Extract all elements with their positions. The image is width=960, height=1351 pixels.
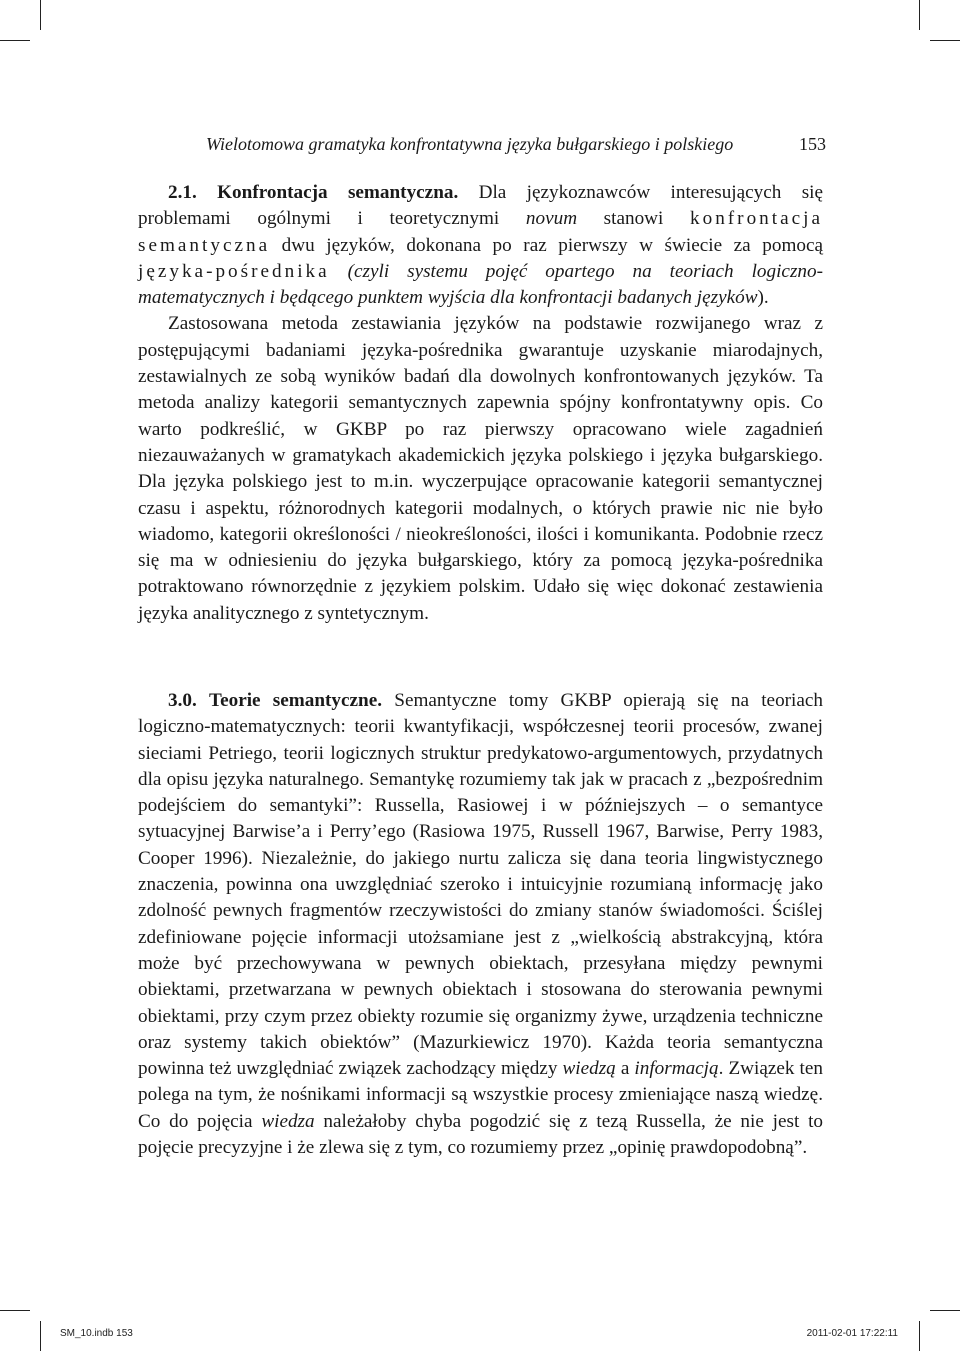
crop-mark-bottom-left-h bbox=[0, 1310, 30, 1311]
running-header bbox=[206, 134, 826, 155]
crop-mark-top-left-v bbox=[40, 0, 41, 30]
emphasis-wiedza: wiedzą bbox=[562, 1058, 616, 1080]
section-3-0-number: 3.0. bbox=[168, 690, 197, 711]
section-3-0-heading: Teorie semantyczne. bbox=[209, 690, 383, 711]
emphasis-informacja: informacją bbox=[634, 1058, 719, 1080]
text-run: Dla językoznawców interesujących się problemami ogólnymi i teoretycznymi bbox=[138, 182, 824, 230]
section-2-1 bbox=[138, 180, 823, 627]
page-number: 153 bbox=[799, 134, 826, 154]
crop-mark-top-right-v bbox=[919, 0, 920, 30]
text-run: ). bbox=[757, 287, 769, 309]
crop-mark-bottom-right-h bbox=[930, 1310, 960, 1311]
print-slug-timestamp: 2011-02-01 17:22:11 bbox=[806, 1328, 898, 1339]
emphasis-novum: novum bbox=[525, 208, 578, 230]
text-run: . Związek ten polega na tym, że nośnikami informacji są wszystkie procesy zmieniające naszą wiedzę. Co do pojęcia bbox=[138, 1058, 823, 1132]
section-2-1-heading: Konfrontacja semantyczna. bbox=[217, 182, 459, 203]
section-3-0-paragraph bbox=[138, 688, 823, 1161]
crop-mark-bottom-right-v bbox=[919, 1321, 920, 1351]
section-2-1-number: 2.1. bbox=[168, 182, 197, 203]
text-run: dwu języków, dokonana po raz pierwszy w świecie za pomocą bbox=[270, 234, 823, 256]
italic-clause: (czyli systemu pojęć opartego na teoriach logiczno-matematycznych i będącego punktem wyjścia dla konfrontacji badanych języków bbox=[138, 260, 823, 309]
running-header-title: Wielotomowa gramatyka konfrontatywna języka bułgarskiego i polskiego bbox=[206, 134, 734, 154]
crop-mark-top-right-h bbox=[930, 40, 960, 41]
text-run: stanowi bbox=[577, 208, 691, 230]
section-3-0 bbox=[138, 688, 823, 1161]
text-run: należałoby chyba pogodzić się z tezą Russella, że nie jest to pojęcie precyzyjne i że zlewa się z tym, co rozumiemy przez „opinię prawdopodobną”. bbox=[138, 1110, 823, 1159]
spaced-term-jezyka-posrednika: języka-pośrednika bbox=[138, 260, 330, 282]
crop-mark-bottom-left-v bbox=[40, 1321, 41, 1351]
crop-mark-top-left-h bbox=[0, 40, 30, 41]
emphasis-wiedza-2: wiedza bbox=[261, 1110, 315, 1132]
text-run: a bbox=[615, 1058, 635, 1080]
text-run bbox=[330, 261, 348, 282]
spaced-term-konfrontacja: konfrontacja semantyczna bbox=[138, 208, 823, 256]
print-slug-file: SM_10.indb 153 bbox=[60, 1328, 133, 1339]
text-run: Semantyczne tomy GKBP opierają się na teoriach logiczno-matematycznych: teorii kwantyfikacji, współczesnej teorii procesów, zwanej sieciami Petriego, teorii logicznych struktur predykatowo-argumentowych, przydatnych dla opisu języka naturalnego. Semantykę rozumiemy tak jak w pracach z „bezpośrednim podejściem do semantyki”: Russella, Rasiowej i w późniejszych – o semantyce sytuacyjnej Barwise’a i Perry’ego (Rasiowa 1975, Russell 1967, Barwise, Perry 1983, Cooper 1996). Niezależnie, do jakiego nurtu zalicza się dana teoria lingwistycznego znaczenia, powinna ona uwzględniać szeroko i intuicyjnie rozumianą informację jako zdolność pewnych fragmentów rzeczywistości do zmiany stanów świadomości. Ściślej zdefiniowane pojęcie informacji utożsamiane jest z „wielkością abstrakcyjną, która może być przechowywana w pewnych obiektach, przesyłana między pewnymi obiektami, przetwarzana w pewnych obiektach i stosowana do sterowania pewnymi obiektami, przy czym przez obiekty rozumie się organizmy żywe, urządzenia techniczne oraz systemy takich obiektów” (Mazurkiewicz 1970). Każda teoria semantyczna powinna też uwzględniać związek zachodzący między bbox=[138, 690, 824, 1080]
section-2-1-paragraph-2: Zastosowana metoda zestawiania języków na podstawie rozwijanego wraz z postępującymi badaniami języka-pośrednika gwarantuje uzyskanie miarodajnych, zestawialnych ze sobą wyników badań dla dowolnych konfrontowanych języków. Ta metoda analizy kategorii semantycznych zapewnia spójny konfrontatywny opis. Co warto podkreślić, w GKBP po raz pierwszy opracowano wiele zagadnień niezauważanych w gramatykach akademickich języka polskiego i języka bułgarskiego. Dla języka polskiego jest to m.in. wyczerpujące opracowanie kategorii semantycznej czasu i aspektu, różnorodnych kategorii modalnych, o których prawie nic nie było wiadomo, kategorii określoności / nieokreśloności, ilości i komunikanta. Podobnie rzecz się ma w odniesieniu do języka bułgarskiego, który za pomocą języka-pośrednika potraktowano równorzędnie z językiem polskim. Udało się więc dokonać zestawienia języka analitycznego z syntetycznym. bbox=[138, 313, 823, 624]
section-2-1-paragraph-1 bbox=[138, 180, 823, 311]
